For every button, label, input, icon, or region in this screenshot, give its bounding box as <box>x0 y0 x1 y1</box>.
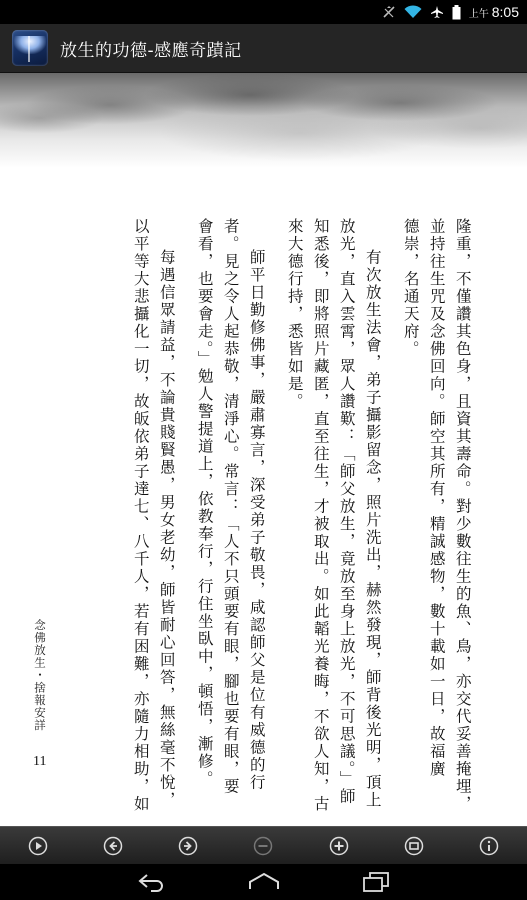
zoom-out-button[interactable] <box>252 835 274 857</box>
text-column: 並持往生咒及念佛回向。師空其所有，精誠感物，數十載如一日，故福廣 <box>427 218 446 778</box>
paragraph-gap <box>269 218 281 826</box>
reader-toolbar <box>0 826 527 865</box>
next-page-button[interactable] <box>177 835 199 857</box>
system-nav-bar <box>0 864 527 900</box>
status-time: 8:05 <box>491 4 519 20</box>
zoom-in-button[interactable] <box>328 835 350 857</box>
text-column: 師平日勤修佛事，嚴肅寡言，深受弟子敬畏，咸認師父是位有威德的行 <box>247 249 266 792</box>
home-icon <box>248 871 280 893</box>
wifi-icon <box>404 5 422 19</box>
plus-icon <box>329 836 349 856</box>
fit-icon <box>404 836 424 856</box>
page-number: 11 <box>33 754 47 769</box>
text-column: 會看，也要會走。」勉人警提道上，依教奉行，行住坐臥中，頓悟，漸修。 <box>195 218 214 788</box>
home-button[interactable] <box>244 868 284 896</box>
status-bar <box>0 0 527 24</box>
status-ampm: 上午 <box>468 8 489 20</box>
text-column: 有次放生法會，弟子攝影留念，照片洗出，赫然發現，師背後光明，頂上 <box>363 249 382 809</box>
fit-page-button[interactable] <box>403 835 425 857</box>
text-column: 者。見之令人起恭敬，清淨心。常言：「人不只頭要有眼，腳也要有眼，要 <box>221 218 240 796</box>
page-text-body <box>127 218 475 826</box>
app-title: 放生的功德-感應奇蹟記 <box>60 40 242 61</box>
airplane-icon <box>430 5 444 19</box>
recent-apps-button[interactable] <box>356 868 396 896</box>
arrow-left-icon <box>103 836 123 856</box>
text-column: 每遇信眾請益，不論貴賤賢愚，男女老幼，師皆耐心回答，無絲毫不悅， <box>157 249 176 809</box>
text-column: 來大德行持，悉皆如是。 <box>285 218 304 411</box>
action-bar <box>0 24 527 73</box>
play-icon <box>28 836 48 856</box>
app-logo-icon[interactable] <box>12 30 48 66</box>
text-column: 放光，直入雲霄，眾人讚歎：「師父放生，竟放至身上放光，不可思議。」師 <box>337 218 356 806</box>
text-column: 以平等大悲攝化一切，故皈依弟子達七、八千人，若有困難，亦隨力相助，如 <box>131 218 150 813</box>
text-column: 隆重，不僅讚其色身，且資其壽命。對少數往生的魚、鳥，亦交代妥善掩埋， <box>453 218 472 813</box>
paragraph-gap <box>385 218 397 826</box>
signal-muted-icon <box>382 5 396 19</box>
minus-icon <box>253 836 273 856</box>
back-arrow-icon <box>137 872 167 892</box>
text-column: 知悉後，即將照片藏匿，直至往生，才被取出。如此韜光養晦，不欲人知，古 <box>311 218 330 813</box>
cloud-header-image <box>0 73 527 168</box>
back-button[interactable] <box>132 868 172 896</box>
previous-page-button[interactable] <box>102 835 124 857</box>
info-icon <box>479 836 499 856</box>
book-page[interactable] <box>0 73 527 826</box>
chapter-footer-note: 念佛放生・捨報安詳 <box>33 619 47 732</box>
info-button[interactable] <box>478 835 500 857</box>
paragraph-gap <box>179 218 191 826</box>
text-column: 德崇，名通天府。 <box>401 218 420 358</box>
battery-icon <box>452 5 461 20</box>
arrow-right-icon <box>178 836 198 856</box>
recent-apps-icon <box>362 871 390 893</box>
play-button[interactable] <box>27 835 49 857</box>
